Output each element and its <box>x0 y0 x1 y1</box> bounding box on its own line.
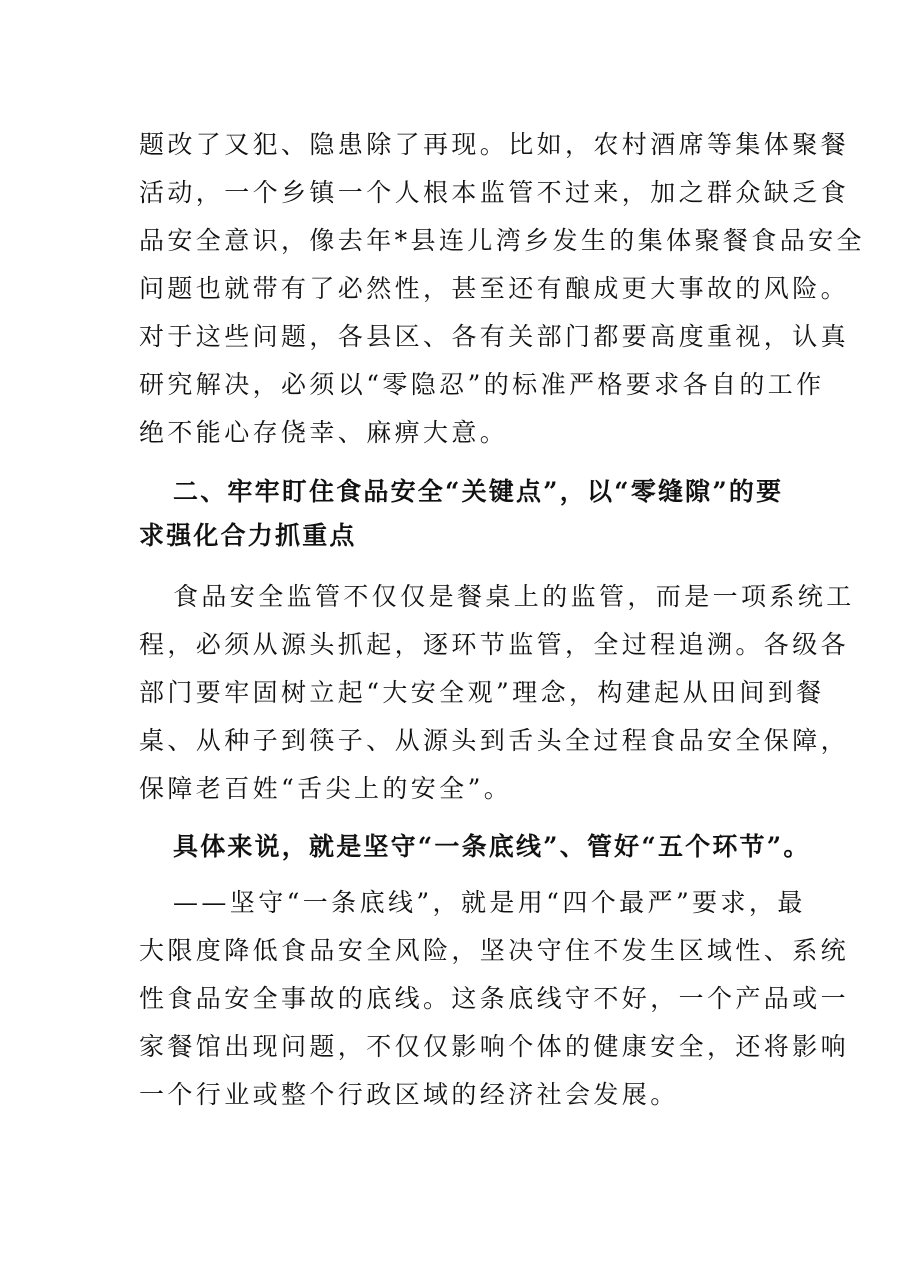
section-heading-line-1: 二、牢牢盯住食品安全“关键点”，以“零缝隙”的要 <box>173 477 784 506</box>
paragraph-3-line-4: 家餐馆出现问题，不仅仅影响个体的健康安全，还将影响 <box>139 1032 850 1061</box>
paragraph-3-line-3: 性食品安全事故的底线。这条底线守不好，一个产品或一 <box>139 984 850 1013</box>
paragraph-1-line-2: 活动，一个乡镇一个人根本监管不过来，加之群众缺乏食 <box>139 178 850 207</box>
paragraph-1-line-1: 题改了又犯、隐患除了再现。比如，农村酒席等集体聚餐 <box>139 130 850 159</box>
section-heading-line-2: 求强化合力抓重点 <box>139 521 357 550</box>
paragraph-2-line-2: 程，必须从源头抓起，逐环节监管，全过程追溯。各级各 <box>139 630 850 659</box>
paragraph-3-line-2: 大限度降低食品安全风险，坚决守住不发生区域性、系统 <box>139 936 850 965</box>
paragraph-2-line-1: 食品安全监管不仅仅是餐桌上的监管，而是一项系统工 <box>173 582 855 611</box>
paragraph-1-line-6: 研究解决，必须以“零隐忍”的标准严格要求各自的工作 <box>139 370 825 399</box>
paragraph-1-line-7: 绝不能心存侥幸、麻痹大意。 <box>139 418 509 447</box>
paragraph-2-line-3: 部门要牢固树立起“大安全观”理念，构建起从田间到餐 <box>139 678 825 707</box>
bold-statement: 具体来说，就是坚守“一条底线”、管好“五个环节”。 <box>173 832 811 861</box>
paragraph-2-line-5: 保障老百姓“舌尖上的安全”。 <box>139 774 513 803</box>
paragraph-1-line-3: 品安全意识，像去年*县连儿湾乡发生的集体聚餐食品安全 <box>139 226 865 255</box>
paragraph-3-line-5: 一个行业或整个行政区域的经济社会发展。 <box>139 1080 679 1109</box>
paragraph-1-line-5: 对于这些问题，各县区、各有关部门都要高度重视，认真 <box>139 322 850 351</box>
paragraph-1-line-4: 问题也就带有了必然性，甚至还有酿成更大事故的风险。 <box>139 274 850 303</box>
paragraph-2-line-4: 桌、从种子到筷子、从源头到舌头全过程食品安全保障， <box>139 726 850 755</box>
paragraph-3-line-1: ——坚守“一条底线”，就是用“四个最严”要求，最 <box>173 888 806 917</box>
